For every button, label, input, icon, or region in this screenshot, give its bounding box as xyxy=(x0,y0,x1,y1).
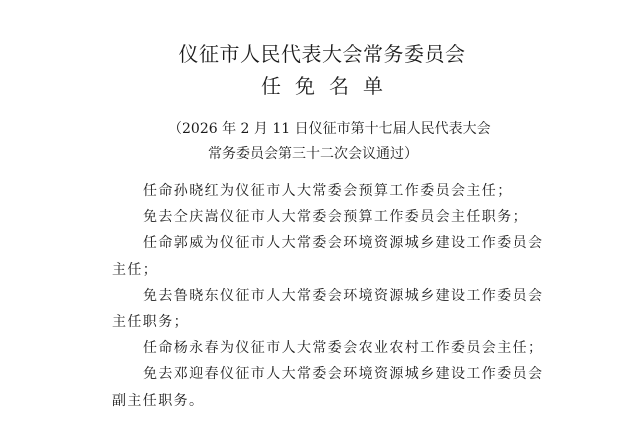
appointment-item: 任命杨永春为仪征市人大常委会农业农村工作委员会主任； xyxy=(143,340,544,357)
appointment-item: 免去邓迎春仪征市人大常委会环境资源城乡建设工作委员会副主任职务。 xyxy=(112,366,544,409)
meeting-note-line-2: 常务委员会第三十二次会议通过） xyxy=(208,146,418,162)
appointment-item: 免去仝庆嵩仪征市人大常委会预算工作委员会主任职务； xyxy=(143,209,528,226)
document-subtitle: 任免名单 xyxy=(261,74,397,98)
appointment-list xyxy=(112,178,552,414)
meeting-note-line-1: （2026 年 2 月 11 日仪征市第十七届人民代表大会 xyxy=(168,121,491,137)
appointment-item: 免去鲁晓东仪征市人大常委会环境资源城乡建设工作委员会主任职务； xyxy=(112,287,544,331)
appointment-item: 任命孙晓红为仪征市人大常委会预算工作委员会主任； xyxy=(143,183,513,199)
document-title: 仪征市人民代表大会常务委员会 xyxy=(178,42,466,66)
appointment-item: 任命郭威为仪征市人大常委会环境资源城乡建设工作委员会主任； xyxy=(112,235,544,278)
